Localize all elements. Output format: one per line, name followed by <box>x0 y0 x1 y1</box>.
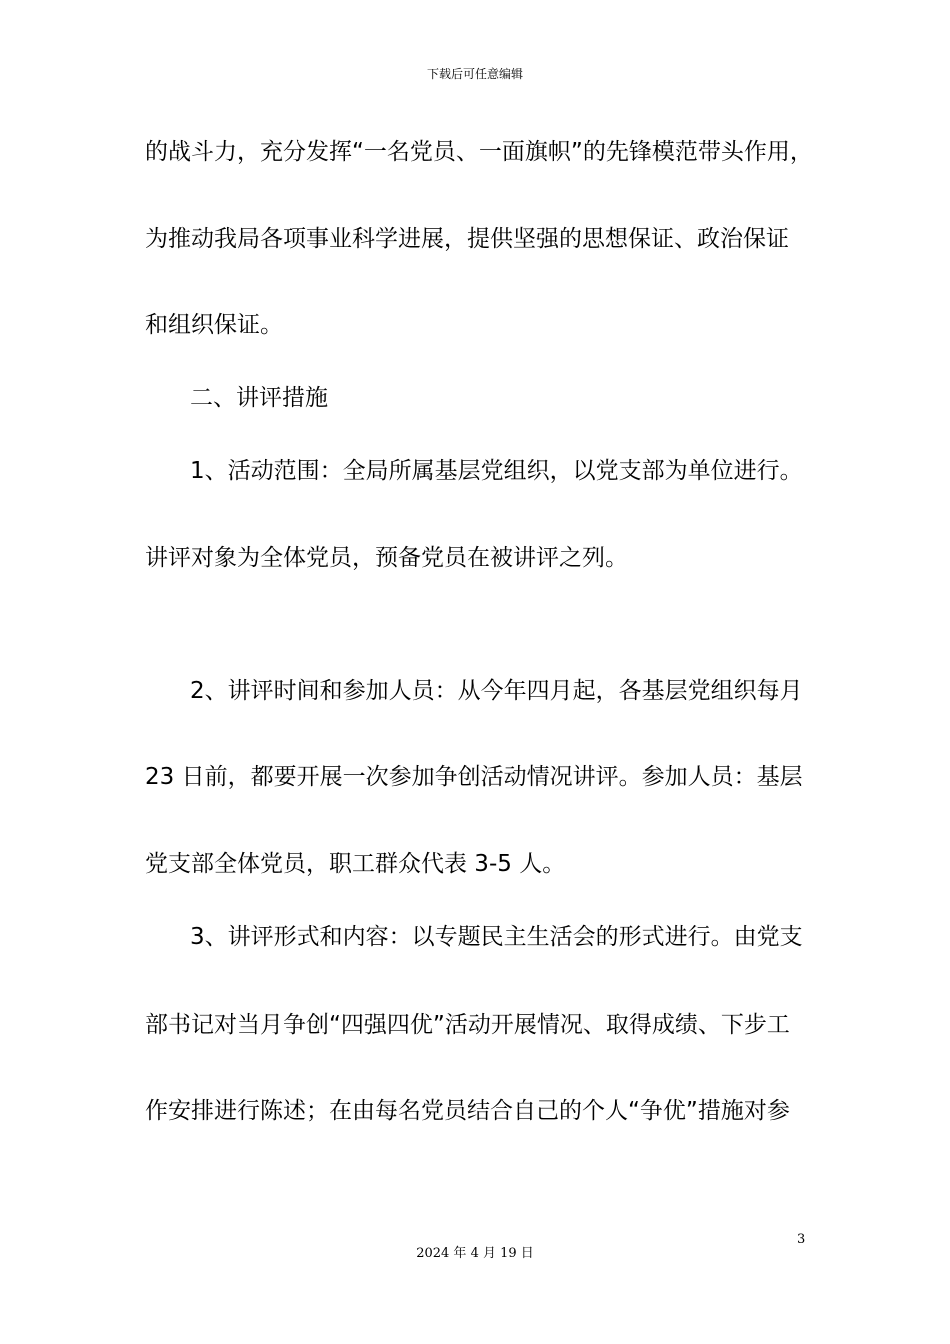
body-line: 讲评对象为全体党员，预备党员在被讲评之列。 <box>145 545 628 571</box>
section-heading: 二、讲评措施 <box>190 385 328 411</box>
body-line: 党支部全体党员，职工群众代表 3-5 人。 <box>145 851 566 877</box>
body-line: 的战斗力，充分发挥“一名党员、一面旗帜”的先锋模范带头作用， <box>145 139 813 165</box>
page-number: 3 <box>797 1232 806 1247</box>
body-line: 2、讲评时间和参加人员：从今年四月起，各基层党组织每月 <box>190 678 803 704</box>
body-line: 23 日前，都要开展一次参加争创活动情况讲评。参加人员：基层 <box>145 764 803 790</box>
body-line: 和组织保证。 <box>145 312 283 338</box>
body-line: 3、讲评形式和内容：以专题民主生活会的形式进行。由党支 <box>190 924 803 950</box>
body-line: 部书记对当月争创“四强四优”活动开展情况、取得成绩、下步工 <box>145 1012 790 1038</box>
body-line: 为推动我局各项事业科学进展，提供坚强的思想保证、政治保证 <box>145 226 789 252</box>
body-line: 作安排进行陈述；在由每名党员结合自己的个人“争优”措施对参 <box>145 1098 790 1124</box>
page-footer-date: 2024 年 4 月 19 日 <box>416 1246 534 1261</box>
page-header: 下载后可任意编辑 <box>426 67 523 81</box>
body-line: 1、活动范围：全局所属基层党组织，以党支部为单位进行。 <box>190 458 803 484</box>
